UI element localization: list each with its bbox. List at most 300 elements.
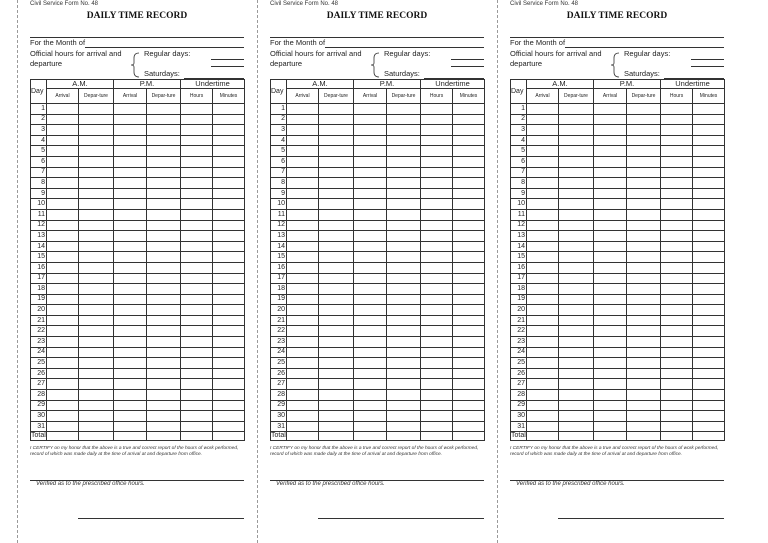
time-cell[interactable] — [354, 104, 387, 115]
time-cell[interactable] — [387, 231, 421, 242]
time-cell[interactable] — [319, 125, 354, 136]
time-cell[interactable] — [661, 305, 693, 316]
time-cell[interactable] — [354, 294, 387, 305]
time-cell[interactable] — [79, 156, 114, 167]
time-cell[interactable] — [79, 326, 114, 337]
time-cell[interactable] — [627, 368, 661, 379]
time-cell[interactable] — [114, 273, 147, 284]
time-cell[interactable] — [79, 390, 114, 401]
time-cell[interactable] — [213, 241, 245, 252]
time-cell[interactable] — [527, 400, 559, 411]
time-cell[interactable] — [79, 284, 114, 295]
time-cell[interactable] — [627, 358, 661, 369]
time-cell[interactable] — [453, 209, 485, 220]
time-cell[interactable] — [181, 114, 213, 125]
total-cell[interactable] — [527, 432, 559, 441]
time-cell[interactable] — [594, 220, 627, 231]
time-cell[interactable] — [114, 135, 147, 146]
time-cell[interactable] — [559, 411, 594, 422]
time-cell[interactable] — [181, 284, 213, 295]
time-cell[interactable] — [213, 294, 245, 305]
time-cell[interactable] — [661, 294, 693, 305]
time-cell[interactable] — [319, 315, 354, 326]
time-cell[interactable] — [693, 167, 725, 178]
time-cell[interactable] — [287, 326, 319, 337]
time-cell[interactable] — [181, 337, 213, 348]
time-cell[interactable] — [213, 368, 245, 379]
time-cell[interactable] — [287, 209, 319, 220]
time-cell[interactable] — [627, 326, 661, 337]
time-cell[interactable] — [594, 273, 627, 284]
time-cell[interactable] — [527, 231, 559, 242]
time-cell[interactable] — [627, 400, 661, 411]
time-cell[interactable] — [319, 294, 354, 305]
time-cell[interactable] — [354, 241, 387, 252]
time-cell[interactable] — [79, 135, 114, 146]
month-field-line[interactable] — [325, 47, 484, 48]
time-cell[interactable] — [287, 379, 319, 390]
time-cell[interactable] — [147, 421, 181, 432]
total-cell[interactable] — [559, 432, 594, 441]
time-cell[interactable] — [661, 400, 693, 411]
time-cell[interactable] — [594, 337, 627, 348]
time-cell[interactable] — [79, 104, 114, 115]
time-cell[interactable] — [421, 400, 453, 411]
time-cell[interactable] — [594, 252, 627, 263]
total-cell[interactable] — [387, 432, 421, 441]
time-cell[interactable] — [213, 337, 245, 348]
time-cell[interactable] — [354, 220, 387, 231]
time-cell[interactable] — [661, 135, 693, 146]
time-cell[interactable] — [453, 315, 485, 326]
time-cell[interactable] — [421, 305, 453, 316]
time-cell[interactable] — [594, 199, 627, 210]
time-cell[interactable] — [114, 178, 147, 189]
time-cell[interactable] — [453, 167, 485, 178]
time-cell[interactable] — [114, 400, 147, 411]
time-cell[interactable] — [213, 379, 245, 390]
time-cell[interactable] — [287, 104, 319, 115]
time-cell[interactable] — [354, 284, 387, 295]
time-cell[interactable] — [213, 220, 245, 231]
time-cell[interactable] — [559, 167, 594, 178]
time-cell[interactable] — [319, 146, 354, 157]
time-cell[interactable] — [594, 104, 627, 115]
time-cell[interactable] — [79, 337, 114, 348]
time-cell[interactable] — [661, 358, 693, 369]
time-cell[interactable] — [181, 188, 213, 199]
time-cell[interactable] — [527, 125, 559, 136]
time-cell[interactable] — [147, 273, 181, 284]
time-cell[interactable] — [47, 294, 79, 305]
time-cell[interactable] — [114, 220, 147, 231]
time-cell[interactable] — [213, 390, 245, 401]
time-cell[interactable] — [354, 379, 387, 390]
time-cell[interactable] — [661, 104, 693, 115]
time-cell[interactable] — [559, 199, 594, 210]
time-cell[interactable] — [661, 379, 693, 390]
time-cell[interactable] — [693, 178, 725, 189]
time-cell[interactable] — [693, 252, 725, 263]
month-field-line[interactable] — [565, 47, 724, 48]
time-cell[interactable] — [319, 231, 354, 242]
time-cell[interactable] — [47, 315, 79, 326]
time-cell[interactable] — [387, 284, 421, 295]
time-cell[interactable] — [354, 209, 387, 220]
total-cell[interactable] — [661, 432, 693, 441]
time-cell[interactable] — [387, 273, 421, 284]
time-cell[interactable] — [181, 421, 213, 432]
time-cell[interactable] — [147, 241, 181, 252]
time-cell[interactable] — [421, 390, 453, 401]
time-cell[interactable] — [661, 347, 693, 358]
time-cell[interactable] — [354, 262, 387, 273]
time-cell[interactable] — [661, 421, 693, 432]
time-cell[interactable] — [559, 326, 594, 337]
time-cell[interactable] — [213, 167, 245, 178]
time-cell[interactable] — [387, 368, 421, 379]
time-cell[interactable] — [319, 400, 354, 411]
time-cell[interactable] — [181, 294, 213, 305]
time-cell[interactable] — [114, 114, 147, 125]
time-cell[interactable] — [114, 104, 147, 115]
time-cell[interactable] — [594, 284, 627, 295]
time-cell[interactable] — [79, 368, 114, 379]
time-cell[interactable] — [627, 146, 661, 157]
time-cell[interactable] — [181, 199, 213, 210]
time-cell[interactable] — [453, 411, 485, 422]
time-cell[interactable] — [319, 347, 354, 358]
time-cell[interactable] — [213, 146, 245, 157]
time-cell[interactable] — [661, 326, 693, 337]
time-cell[interactable] — [527, 273, 559, 284]
time-cell[interactable] — [319, 241, 354, 252]
time-cell[interactable] — [661, 209, 693, 220]
time-cell[interactable] — [559, 241, 594, 252]
time-cell[interactable] — [354, 156, 387, 167]
time-cell[interactable] — [453, 305, 485, 316]
time-cell[interactable] — [213, 421, 245, 432]
time-cell[interactable] — [594, 146, 627, 157]
time-cell[interactable] — [354, 273, 387, 284]
time-cell[interactable] — [213, 252, 245, 263]
time-cell[interactable] — [693, 188, 725, 199]
time-cell[interactable] — [527, 199, 559, 210]
time-cell[interactable] — [693, 379, 725, 390]
time-cell[interactable] — [147, 400, 181, 411]
time-cell[interactable] — [387, 188, 421, 199]
time-cell[interactable] — [47, 167, 79, 178]
time-cell[interactable] — [594, 167, 627, 178]
time-cell[interactable] — [213, 104, 245, 115]
time-cell[interactable] — [181, 368, 213, 379]
time-cell[interactable] — [354, 326, 387, 337]
time-cell[interactable] — [693, 209, 725, 220]
time-cell[interactable] — [453, 178, 485, 189]
time-cell[interactable] — [319, 390, 354, 401]
time-cell[interactable] — [181, 104, 213, 115]
time-cell[interactable] — [287, 220, 319, 231]
time-cell[interactable] — [287, 188, 319, 199]
time-cell[interactable] — [627, 178, 661, 189]
time-cell[interactable] — [181, 252, 213, 263]
time-cell[interactable] — [47, 114, 79, 125]
time-cell[interactable] — [594, 358, 627, 369]
time-cell[interactable] — [453, 135, 485, 146]
supervisor-signature-line[interactable] — [558, 518, 724, 519]
time-cell[interactable] — [453, 294, 485, 305]
time-cell[interactable] — [181, 411, 213, 422]
time-cell[interactable] — [287, 199, 319, 210]
time-cell[interactable] — [319, 337, 354, 348]
time-cell[interactable] — [354, 400, 387, 411]
time-cell[interactable] — [213, 125, 245, 136]
time-cell[interactable] — [527, 167, 559, 178]
time-cell[interactable] — [319, 220, 354, 231]
time-cell[interactable] — [79, 252, 114, 263]
time-cell[interactable] — [421, 252, 453, 263]
time-cell[interactable] — [47, 188, 79, 199]
time-cell[interactable] — [181, 379, 213, 390]
time-cell[interactable] — [213, 178, 245, 189]
time-cell[interactable] — [354, 390, 387, 401]
time-cell[interactable] — [79, 315, 114, 326]
time-cell[interactable] — [559, 421, 594, 432]
total-cell[interactable] — [594, 432, 627, 441]
time-cell[interactable] — [421, 231, 453, 242]
time-cell[interactable] — [421, 337, 453, 348]
time-cell[interactable] — [559, 104, 594, 115]
time-cell[interactable] — [319, 104, 354, 115]
time-cell[interactable] — [527, 294, 559, 305]
time-cell[interactable] — [79, 167, 114, 178]
time-cell[interactable] — [181, 156, 213, 167]
time-cell[interactable] — [354, 167, 387, 178]
time-cell[interactable] — [213, 411, 245, 422]
total-cell[interactable] — [147, 432, 181, 441]
time-cell[interactable] — [47, 326, 79, 337]
time-cell[interactable] — [147, 347, 181, 358]
time-cell[interactable] — [114, 231, 147, 242]
time-cell[interactable] — [354, 114, 387, 125]
time-cell[interactable] — [147, 252, 181, 263]
time-cell[interactable] — [387, 252, 421, 263]
time-cell[interactable] — [79, 220, 114, 231]
time-cell[interactable] — [319, 209, 354, 220]
time-cell[interactable] — [627, 284, 661, 295]
time-cell[interactable] — [387, 294, 421, 305]
time-cell[interactable] — [287, 156, 319, 167]
time-cell[interactable] — [387, 156, 421, 167]
time-cell[interactable] — [421, 146, 453, 157]
time-cell[interactable] — [79, 231, 114, 242]
total-cell[interactable] — [114, 432, 147, 441]
time-cell[interactable] — [114, 347, 147, 358]
supervisor-signature-line[interactable] — [318, 518, 484, 519]
time-cell[interactable] — [114, 241, 147, 252]
time-cell[interactable] — [354, 125, 387, 136]
total-cell[interactable] — [79, 432, 114, 441]
time-cell[interactable] — [47, 125, 79, 136]
time-cell[interactable] — [594, 135, 627, 146]
time-cell[interactable] — [627, 167, 661, 178]
time-cell[interactable] — [287, 337, 319, 348]
time-cell[interactable] — [47, 252, 79, 263]
time-cell[interactable] — [287, 178, 319, 189]
time-cell[interactable] — [527, 337, 559, 348]
time-cell[interactable] — [387, 146, 421, 157]
time-cell[interactable] — [453, 199, 485, 210]
time-cell[interactable] — [181, 273, 213, 284]
regular-days-line[interactable] — [451, 59, 484, 60]
time-cell[interactable] — [421, 135, 453, 146]
time-cell[interactable] — [47, 421, 79, 432]
time-cell[interactable] — [594, 114, 627, 125]
time-cell[interactable] — [114, 358, 147, 369]
time-cell[interactable] — [421, 156, 453, 167]
time-cell[interactable] — [79, 178, 114, 189]
time-cell[interactable] — [527, 220, 559, 231]
time-cell[interactable] — [319, 167, 354, 178]
time-cell[interactable] — [661, 188, 693, 199]
time-cell[interactable] — [79, 294, 114, 305]
time-cell[interactable] — [79, 400, 114, 411]
time-cell[interactable] — [47, 411, 79, 422]
time-cell[interactable] — [147, 220, 181, 231]
time-cell[interactable] — [594, 411, 627, 422]
time-cell[interactable] — [559, 125, 594, 136]
time-cell[interactable] — [627, 305, 661, 316]
time-cell[interactable] — [387, 220, 421, 231]
time-cell[interactable] — [627, 241, 661, 252]
time-cell[interactable] — [627, 220, 661, 231]
time-cell[interactable] — [79, 305, 114, 316]
time-cell[interactable] — [79, 188, 114, 199]
time-cell[interactable] — [527, 241, 559, 252]
total-cell[interactable] — [421, 432, 453, 441]
time-cell[interactable] — [213, 284, 245, 295]
time-cell[interactable] — [527, 390, 559, 401]
time-cell[interactable] — [319, 305, 354, 316]
time-cell[interactable] — [627, 421, 661, 432]
time-cell[interactable] — [559, 156, 594, 167]
time-cell[interactable] — [421, 167, 453, 178]
time-cell[interactable] — [661, 167, 693, 178]
time-cell[interactable] — [147, 125, 181, 136]
time-cell[interactable] — [661, 368, 693, 379]
time-cell[interactable] — [559, 252, 594, 263]
time-cell[interactable] — [47, 262, 79, 273]
time-cell[interactable] — [213, 273, 245, 284]
time-cell[interactable] — [147, 379, 181, 390]
time-cell[interactable] — [147, 326, 181, 337]
time-cell[interactable] — [627, 125, 661, 136]
time-cell[interactable] — [213, 135, 245, 146]
time-cell[interactable] — [559, 305, 594, 316]
time-cell[interactable] — [319, 358, 354, 369]
time-cell[interactable] — [287, 400, 319, 411]
time-cell[interactable] — [661, 315, 693, 326]
time-cell[interactable] — [387, 262, 421, 273]
time-cell[interactable] — [181, 167, 213, 178]
time-cell[interactable] — [319, 135, 354, 146]
time-cell[interactable] — [114, 368, 147, 379]
time-cell[interactable] — [594, 347, 627, 358]
time-cell[interactable] — [421, 421, 453, 432]
time-cell[interactable] — [453, 156, 485, 167]
time-cell[interactable] — [421, 273, 453, 284]
time-cell[interactable] — [79, 241, 114, 252]
time-cell[interactable] — [559, 315, 594, 326]
time-cell[interactable] — [661, 284, 693, 295]
time-cell[interactable] — [287, 358, 319, 369]
time-cell[interactable] — [354, 252, 387, 263]
time-cell[interactable] — [421, 220, 453, 231]
time-cell[interactable] — [527, 156, 559, 167]
time-cell[interactable] — [387, 104, 421, 115]
time-cell[interactable] — [287, 305, 319, 316]
total-cell[interactable] — [453, 432, 485, 441]
regular-days-line[interactable] — [211, 59, 244, 60]
time-cell[interactable] — [594, 294, 627, 305]
time-cell[interactable] — [387, 167, 421, 178]
time-cell[interactable] — [421, 241, 453, 252]
time-cell[interactable] — [387, 358, 421, 369]
time-cell[interactable] — [354, 347, 387, 358]
time-cell[interactable] — [79, 199, 114, 210]
time-cell[interactable] — [387, 400, 421, 411]
time-cell[interactable] — [527, 188, 559, 199]
time-cell[interactable] — [421, 294, 453, 305]
time-cell[interactable] — [527, 178, 559, 189]
time-cell[interactable] — [181, 209, 213, 220]
time-cell[interactable] — [213, 347, 245, 358]
time-cell[interactable] — [114, 411, 147, 422]
time-cell[interactable] — [79, 146, 114, 157]
time-cell[interactable] — [421, 199, 453, 210]
time-cell[interactable] — [559, 347, 594, 358]
time-cell[interactable] — [627, 294, 661, 305]
time-cell[interactable] — [181, 358, 213, 369]
time-cell[interactable] — [47, 241, 79, 252]
time-cell[interactable] — [354, 231, 387, 242]
time-cell[interactable] — [287, 125, 319, 136]
time-cell[interactable] — [527, 262, 559, 273]
time-cell[interactable] — [387, 241, 421, 252]
time-cell[interactable] — [559, 284, 594, 295]
time-cell[interactable] — [287, 241, 319, 252]
time-cell[interactable] — [453, 358, 485, 369]
time-cell[interactable] — [661, 178, 693, 189]
time-cell[interactable] — [693, 241, 725, 252]
time-cell[interactable] — [594, 390, 627, 401]
time-cell[interactable] — [421, 326, 453, 337]
time-cell[interactable] — [387, 315, 421, 326]
time-cell[interactable] — [287, 284, 319, 295]
time-cell[interactable] — [287, 252, 319, 263]
time-cell[interactable] — [213, 400, 245, 411]
time-cell[interactable] — [287, 315, 319, 326]
time-cell[interactable] — [114, 209, 147, 220]
time-cell[interactable] — [47, 220, 79, 231]
total-cell[interactable] — [213, 432, 245, 441]
time-cell[interactable] — [181, 347, 213, 358]
time-cell[interactable] — [354, 421, 387, 432]
time-cell[interactable] — [453, 273, 485, 284]
time-cell[interactable] — [594, 379, 627, 390]
time-cell[interactable] — [693, 231, 725, 242]
time-cell[interactable] — [594, 188, 627, 199]
